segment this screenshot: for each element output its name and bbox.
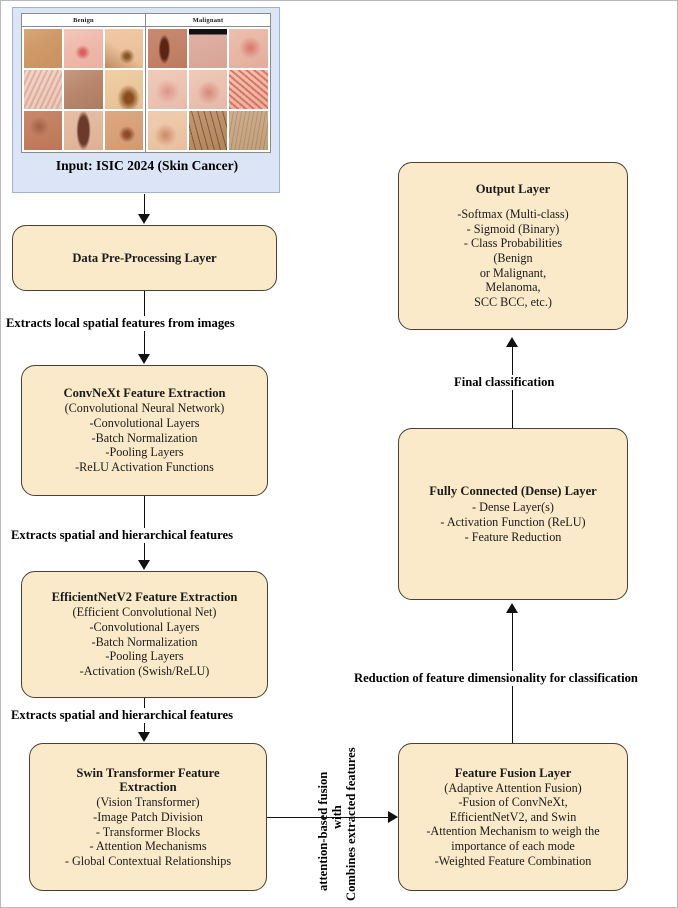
arrowhead-swin-to-fusion [388, 811, 398, 823]
node-title: Output Layer [475, 182, 551, 197]
node-line: (Convolutional Neural Network) [64, 401, 225, 416]
benign-sample-6 [105, 70, 143, 109]
node-line: -Activation (Swish/ReLU) [79, 663, 210, 678]
node-line: or Malignant, [479, 265, 547, 280]
benign-sample-7 [24, 111, 62, 150]
node-line: -Softmax (Multi-class) [457, 207, 569, 222]
node-title: Feature Fusion Layer [454, 765, 572, 780]
benign-sample-3 [105, 29, 143, 68]
edge-label-swin-to-fusion-line3: attention-based fusion [316, 771, 330, 891]
edge-label-swin-to-fusion-line1: Combines extracted features [344, 747, 358, 901]
malignant-sample-3 [229, 29, 268, 68]
node-line: - Class Probabilities [463, 236, 563, 251]
node-line: EfficientNetV2, and Swin [449, 809, 577, 824]
sample-image-grid [21, 13, 271, 153]
edge-label-dense-to-output: Final classification [454, 375, 555, 389]
node-title: Fully Connected (Dense) Layer [429, 483, 597, 498]
node-line: -Convolutional Layers [89, 415, 200, 430]
malignant-sample-9 [229, 111, 268, 150]
connector-input-to-preprocessing [144, 194, 145, 216]
node-feature-fusion-layer[interactable] [398, 743, 628, 891]
malignant-sample-8 [189, 111, 228, 150]
node-line: - Feature Reduction [464, 529, 562, 544]
node-line: - Dense Layer(s) [472, 500, 554, 515]
benign-sample-4 [24, 70, 62, 109]
node-line: SCC BCC, etc.) [474, 295, 552, 310]
benign-column-header: Benign [22, 14, 145, 27]
node-line: importance of each mode [451, 839, 575, 854]
node-data-preprocessing-layer[interactable] [12, 225, 277, 291]
arrowhead-preprocessing-to-convnext [138, 354, 150, 364]
benign-sample-8 [64, 111, 102, 150]
edge-label-preprocessing-to-convnext: Extracts local spatial features from images [6, 316, 235, 330]
node-line: Melanoma, [485, 280, 541, 295]
edge-label-fusion-to-dense: Reduction of feature dimensionality for classification [354, 671, 638, 685]
node-line: -Batch Normalization [91, 634, 198, 649]
benign-sample-9 [105, 111, 143, 150]
edge-label-efficientnet-to-swin: Extracts spatial and hierarchical features [11, 708, 234, 722]
node-line: - Attention Mechanisms [89, 839, 207, 854]
node-title: ConvNeXt Feature Extraction [63, 386, 226, 401]
node-line: (Efficient Convolutional Net) [72, 605, 217, 620]
malignant-sample-5 [189, 70, 228, 109]
node-line: -Fusion of ConvNeXt, [458, 795, 568, 810]
node-line: (Benign [493, 251, 533, 266]
benign-sample-1 [24, 29, 62, 68]
input-caption: Input: ISIC 2024 (Skin Cancer) [55, 158, 239, 173]
malignant-image-cells [146, 27, 270, 152]
node-line: (Vision Transformer) [96, 795, 200, 810]
input-dataset-panel [12, 7, 280, 193]
arrowhead-fusion-to-dense [506, 603, 518, 613]
benign-column [22, 14, 146, 152]
node-line: - Global Contextual Relationships [64, 853, 232, 868]
node-title: Swin Transformer Feature Extraction [76, 765, 220, 795]
node-line: -Attention Mechanism to weigh the [426, 824, 600, 839]
arrowhead-efficientnet-to-swin [138, 732, 150, 742]
node-fully-connected-dense-layer[interactable] [398, 428, 628, 600]
malignant-sample-7 [148, 111, 187, 150]
edge-label-convnext-to-efficientnet: Extracts spatial and hierarchical features [11, 528, 234, 542]
node-line: - Activation Function (ReLU) [440, 515, 586, 530]
benign-sample-2 [64, 29, 102, 68]
benign-sample-5 [64, 70, 102, 109]
node-title: Data Pre-Processing Layer [72, 250, 217, 265]
malignant-sample-1 [148, 29, 187, 68]
benign-image-cells [22, 27, 145, 152]
node-line: -Batch Normalization [91, 430, 198, 445]
node-convnext-feature-extraction[interactable] [21, 365, 268, 496]
node-efficientnetv2-feature-extraction[interactable] [21, 571, 268, 698]
node-output-layer[interactable] [398, 162, 628, 330]
arrowhead-input-to-preprocessing [138, 214, 150, 224]
node-line: -Pooling Layers [105, 445, 184, 460]
node-swin-transformer-feature-extraction[interactable] [29, 743, 267, 891]
malignant-sample-4 [148, 70, 187, 109]
malignant-sample-6 [229, 70, 268, 109]
node-line: -ReLU Activation Functions [75, 459, 214, 474]
node-line: -Convolutional Layers [89, 619, 200, 634]
arrowhead-convnext-to-efficientnet [138, 560, 150, 570]
malignant-sample-2 [189, 29, 228, 68]
malignant-column-header: Malignant [146, 14, 270, 27]
node-line: (Adaptive Attention Fusion) [444, 780, 582, 795]
node-line: - Transformer Blocks [95, 824, 201, 839]
node-line: -Image Patch Division [93, 809, 203, 824]
node-title: EfficientNetV2 Feature Extraction [51, 590, 238, 605]
edge-label-swin-to-fusion-line2: with [330, 805, 344, 829]
node-line: - Sigmoid (Binary) [466, 221, 560, 236]
node-line: -Pooling Layers [105, 649, 184, 664]
arrowhead-dense-to-output [506, 337, 518, 347]
node-line: -Weighted Feature Combination [434, 853, 592, 868]
malignant-column [146, 14, 270, 152]
